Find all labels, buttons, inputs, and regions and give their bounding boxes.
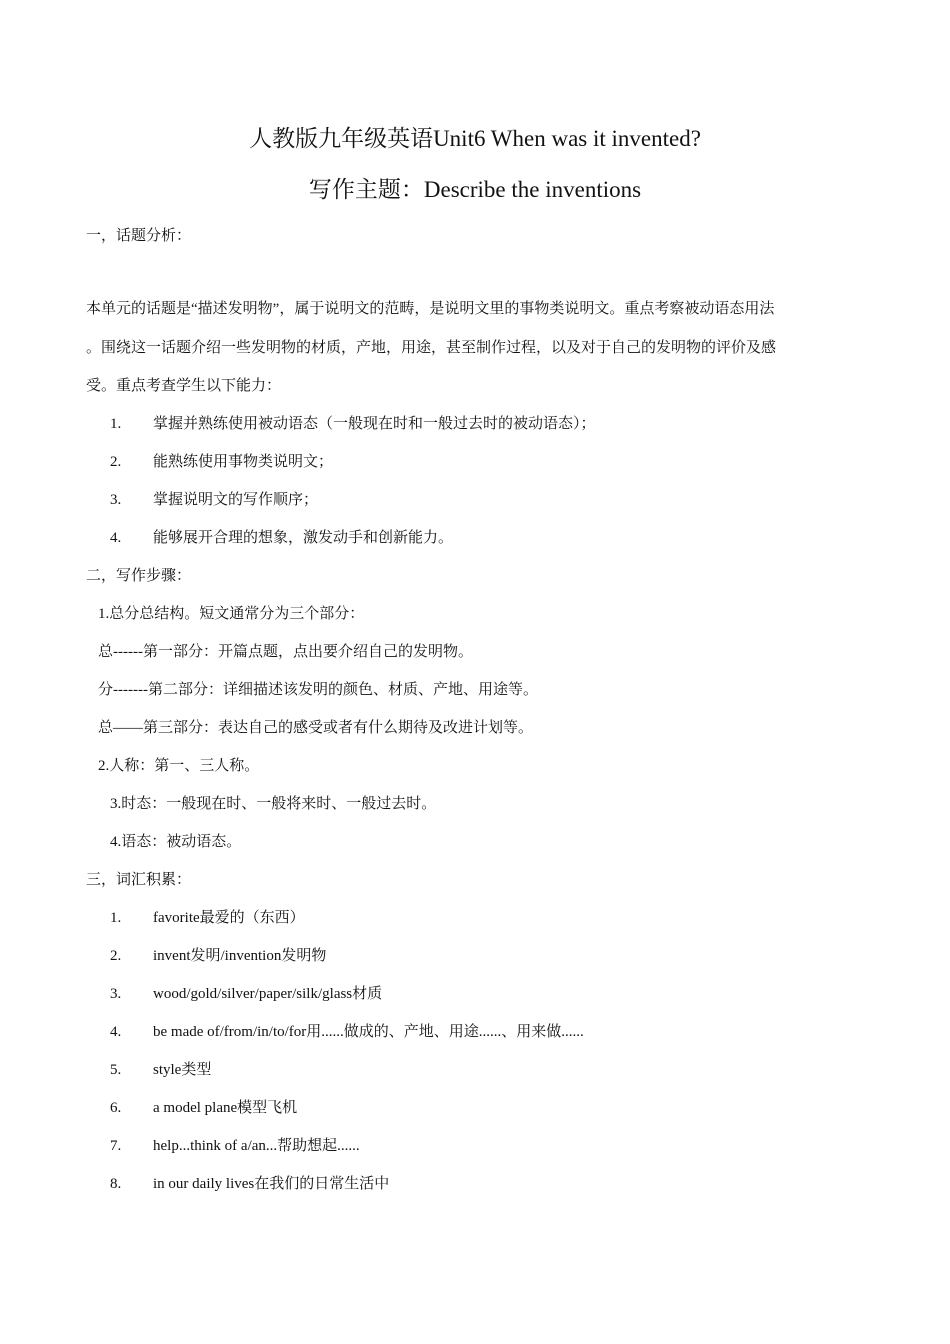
step-line: 2.人称：第一、三人称。 [98,758,260,774]
list-number: 6. [110,1100,122,1116]
list-item: 能够展开合理的想象，激发动手和创新能力。 [153,530,454,546]
list-number: 1. [110,910,122,926]
step-line: 分-------第二部分：详细描述该发明的颜色、材质、产地、用途等。 [98,682,538,698]
vocab-item: help...think of a/an...帮助想起...... [153,1138,360,1154]
step-line: 1.总分总结构。短文通常分为三个部分： [98,606,365,622]
list-number: 2. [110,454,122,470]
list-number: 8. [110,1176,122,1192]
paragraph-line: 。围绕这一话题介绍一些发明物的材质，产地，用途，甚至制作过程，以及对于自己的发明物的评价及感 [86,340,777,356]
vocab-item: a model plane模型飞机 [153,1100,298,1116]
document-subtitle: 写作主题：Describe the inventions [308,177,642,202]
section-heading-writing-steps: 二，写作步骤： [86,568,192,584]
step-line: 总------第一部分：开篇点题，点出要介绍自己的发明物。 [98,644,473,660]
vocab-item: in our daily lives在我们的日常生活中 [153,1176,390,1192]
list-number: 3. [110,986,122,1002]
list-item: 掌握说明文的写作顺序； [153,492,319,508]
step-line: 4.语态：被动语态。 [110,834,242,850]
vocab-item: invent发明/invention发明物 [153,948,327,964]
list-number: 7. [110,1138,122,1154]
paragraph-line: 本单元的话题是“描述发明物”，属于说明文的范畴，是说明文里的事物类说明文。重点考察被动语态用法 [86,301,775,317]
step-line: 总——第三部分：表达自己的感受或者有什么期待及改进计划等。 [98,720,534,736]
vocab-item: be made of/from/in/to/for用......做成的、产地、用途......、用来做...... [153,1024,584,1040]
list-number: 4. [110,530,122,546]
list-item: 能熟练使用事物类说明文； [153,454,334,470]
list-number: 4. [110,1024,122,1040]
list-number: 3. [110,492,122,508]
list-number: 2. [110,948,122,964]
section-heading-vocabulary: 三，词汇积累： [86,872,192,888]
document-title: 人教版九年级英语Unit6 When was it invented? [249,126,701,151]
list-number: 5. [110,1062,122,1078]
section-heading-topic-analysis: 一，话题分析： [86,228,192,244]
vocab-item: favorite最爱的（东西） [153,910,305,926]
vocab-item: wood/gold/silver/paper/silk/glass材质 [153,986,383,1002]
step-line: 3.时态：一般现在时、一般将来时、一般过去时。 [110,796,437,812]
vocab-item: style类型 [153,1062,212,1078]
list-number: 1. [110,416,122,432]
paragraph-line: 受。重点考查学生以下能力： [86,378,282,394]
list-item: 掌握并熟练使用被动语态（一般现在时和一般过去时的被动语态）； [153,416,596,432]
